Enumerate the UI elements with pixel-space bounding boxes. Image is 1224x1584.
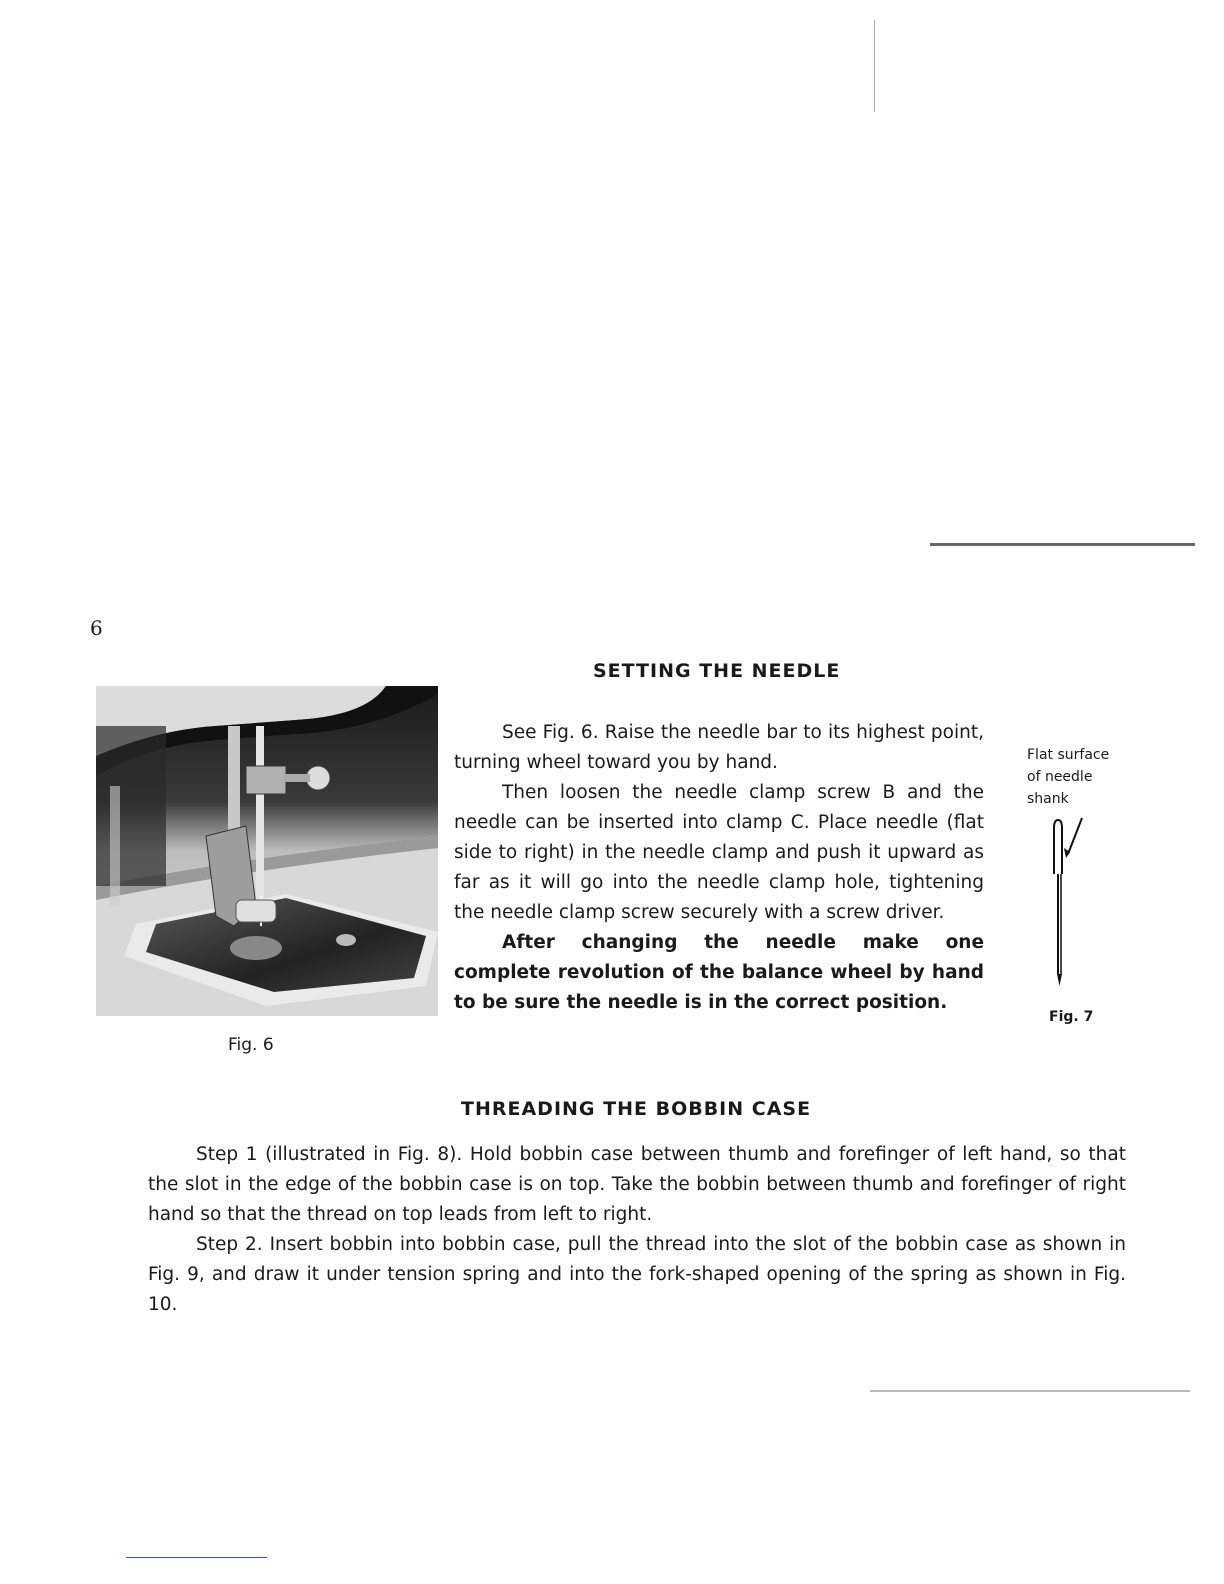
- needle-instructions: [454, 718, 984, 1018]
- bottom-rule: [126, 1557, 267, 1558]
- needle-paragraph-3: After changing the needle make one complete revolution of the balance wheel by hand to be sure the needle is in the correct position.: [454, 932, 984, 1013]
- scan-artifact-mark: [874, 20, 875, 112]
- scan-edge-line-bottom: [870, 1390, 1190, 1392]
- figure-6-caption: Fig. 6: [228, 1035, 274, 1055]
- bobbin-step-2: Step 2. Insert bobbin into bobbin case, pull the thread into the slot of the bobbin case as shown in Fig. 9, and draw it under tension spring and into the fork-shaped opening of the spring as shown in Fig. 10.: [148, 1234, 1126, 1315]
- section-title-threading-bobbin: THREADING THE BOBBIN CASE: [461, 1098, 812, 1120]
- needle-diagram-icon: [1036, 814, 1096, 994]
- scan-edge-line-top: [930, 543, 1195, 546]
- figure-7-label: Flat surface of needle shank: [1027, 747, 1110, 807]
- needle-paragraph-1: See Fig. 6. Raise the needle bar to its highest point, turning wheel toward you by hand.: [454, 722, 984, 773]
- bobbin-instructions: [148, 1140, 1126, 1320]
- figure-7-caption: Fig. 7: [1049, 1009, 1094, 1025]
- needle-paragraph-2: Then loosen the needle clamp screw B and the needle can be inserted into clamp C. Place needle (flat side to right) in the needle clamp and push it upward as far as it will go into the needle clamp hole, tightening the needle clamp screw securely with a screw driver.: [454, 782, 984, 923]
- figure-7-needle: [1036, 814, 1096, 994]
- page-number: 6: [90, 616, 103, 640]
- bobbin-step-1: Step 1 (illustrated in Fig. 8). Hold bobbin case between thumb and forefinger of left hand, so that the slot in the edge of the bobbin case is on top. Take the bobbin between thumb and forefinger of right hand so that the thread on top leads from left to right.: [148, 1144, 1126, 1225]
- section-title-setting-needle: SETTING THE NEEDLE: [593, 660, 841, 682]
- sewing-machine-needle-photo: [96, 686, 438, 1016]
- figure-6-photo: [96, 686, 438, 1016]
